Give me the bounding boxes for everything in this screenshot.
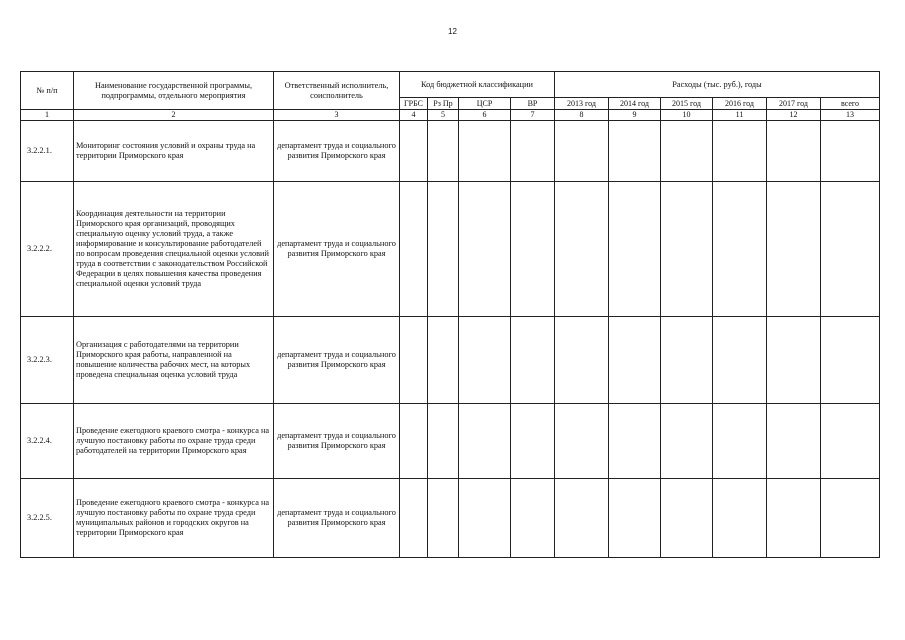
empty-cell xyxy=(661,182,713,317)
empty-cell xyxy=(428,182,459,317)
header-total: всего xyxy=(821,98,880,110)
column-number: 13 xyxy=(821,110,880,121)
empty-cell xyxy=(661,121,713,182)
column-number: 6 xyxy=(459,110,511,121)
row-activity-name: Координация деятельности на территории Приморского края организаций, проводящих специальную оценку условий труда, а также информирование и консультирование работодателей по вопросам проведения специальной оценки условий труда в соответствии с законодательством Российской Федерации в целях повышения качества проведения специальной оценки условий труда xyxy=(74,182,274,317)
empty-cell xyxy=(767,121,821,182)
empty-cell xyxy=(555,317,609,404)
empty-cell xyxy=(459,121,511,182)
row-executor: департамент труда и социального развития Приморского края xyxy=(274,479,400,558)
empty-cell xyxy=(661,404,713,479)
empty-cell xyxy=(400,121,428,182)
empty-cell xyxy=(821,182,880,317)
header-code-vr: ВР xyxy=(511,98,555,110)
row-executor: департамент труда и социального развития Приморского края xyxy=(274,404,400,479)
table-row xyxy=(21,479,880,558)
empty-cell xyxy=(555,182,609,317)
row-number: 3.2.2.2. xyxy=(21,182,74,317)
empty-cell xyxy=(459,182,511,317)
row-executor: департамент труда и социального развития Приморского края xyxy=(274,121,400,182)
empty-cell xyxy=(713,182,767,317)
table-row xyxy=(21,182,880,317)
column-number-row xyxy=(21,110,880,121)
empty-cell xyxy=(511,404,555,479)
empty-cell xyxy=(661,317,713,404)
header-year-2014: 2014 год xyxy=(609,98,661,110)
header-year-2013: 2013 год xyxy=(555,98,609,110)
header-code-rzpr: Рз Пр xyxy=(428,98,459,110)
column-number: 9 xyxy=(609,110,661,121)
header-name: Наименование государственной программы, подпрограммы, отдельного мероприятия xyxy=(74,72,274,110)
header-year-2015: 2015 год xyxy=(661,98,713,110)
empty-cell xyxy=(555,404,609,479)
empty-cell xyxy=(511,317,555,404)
empty-cell xyxy=(400,317,428,404)
row-executor: департамент труда и социального развития Приморского края xyxy=(274,182,400,317)
header-num: № п/п xyxy=(21,72,74,110)
empty-cell xyxy=(609,479,661,558)
row-number: 3.2.2.3. xyxy=(21,317,74,404)
empty-cell xyxy=(821,121,880,182)
column-number: 11 xyxy=(713,110,767,121)
page-number: 12 xyxy=(448,27,457,36)
row-activity-name: Проведение ежегодного краевого смотра - конкурса на лучшую постановку работы по охране труда среди работодателей на территории Приморского края xyxy=(74,404,274,479)
empty-cell xyxy=(400,182,428,317)
empty-cell xyxy=(661,479,713,558)
empty-cell xyxy=(821,479,880,558)
column-number: 10 xyxy=(661,110,713,121)
table-row xyxy=(21,404,880,479)
table-row xyxy=(21,317,880,404)
empty-cell xyxy=(459,479,511,558)
empty-cell xyxy=(428,479,459,558)
empty-cell xyxy=(511,182,555,317)
empty-cell xyxy=(428,317,459,404)
empty-cell xyxy=(400,404,428,479)
header-code-csr: ЦСР xyxy=(459,98,511,110)
header-year-2017: 2017 год xyxy=(767,98,821,110)
empty-cell xyxy=(767,317,821,404)
empty-cell xyxy=(459,317,511,404)
column-number: 8 xyxy=(555,110,609,121)
row-executor: департамент труда и социального развития Приморского края xyxy=(274,317,400,404)
empty-cell xyxy=(511,121,555,182)
row-activity-name: Проведение ежегодного краевого смотра - конкурса на лучшую постановку работы по охране труда среди муниципальных районов и городских округов на территории Приморского края xyxy=(74,479,274,558)
empty-cell xyxy=(400,479,428,558)
empty-cell xyxy=(713,317,767,404)
row-number: 3.2.2.1. xyxy=(21,121,74,182)
empty-cell xyxy=(609,121,661,182)
header-expenses: Расходы (тыс. руб.), годы xyxy=(555,72,880,98)
empty-cell xyxy=(555,121,609,182)
row-activity-name: Организация с работодателями на территории Приморского края работы, направленной на повышение количества рабочих мест, на которых проведена специальная оценка условий труда xyxy=(74,317,274,404)
empty-cell xyxy=(821,404,880,479)
row-number: 3.2.2.5. xyxy=(21,479,74,558)
empty-cell xyxy=(713,479,767,558)
column-number: 12 xyxy=(767,110,821,121)
column-number: 1 xyxy=(21,110,74,121)
empty-cell xyxy=(555,479,609,558)
header-year-2016: 2016 год xyxy=(713,98,767,110)
empty-cell xyxy=(609,317,661,404)
empty-cell xyxy=(609,404,661,479)
column-number: 7 xyxy=(511,110,555,121)
program-table xyxy=(20,71,880,558)
empty-cell xyxy=(821,317,880,404)
row-activity-name: Мониторинг состояния условий и охраны труда на территории Приморского края xyxy=(74,121,274,182)
table-row xyxy=(21,121,880,182)
column-number: 4 xyxy=(400,110,428,121)
empty-cell xyxy=(767,479,821,558)
empty-cell xyxy=(428,404,459,479)
column-number: 2 xyxy=(74,110,274,121)
empty-cell xyxy=(459,404,511,479)
empty-cell xyxy=(767,182,821,317)
empty-cell xyxy=(511,479,555,558)
header-code-grbs: ГРБС xyxy=(400,98,428,110)
column-number: 3 xyxy=(274,110,400,121)
header-executor: Ответственный исполнитель, соисполнитель xyxy=(274,72,400,110)
empty-cell xyxy=(609,182,661,317)
column-number: 5 xyxy=(428,110,459,121)
empty-cell xyxy=(428,121,459,182)
row-number: 3.2.2.4. xyxy=(21,404,74,479)
header-budget-code: Код бюджетной классификации xyxy=(400,72,555,98)
empty-cell xyxy=(713,121,767,182)
empty-cell xyxy=(767,404,821,479)
empty-cell xyxy=(713,404,767,479)
